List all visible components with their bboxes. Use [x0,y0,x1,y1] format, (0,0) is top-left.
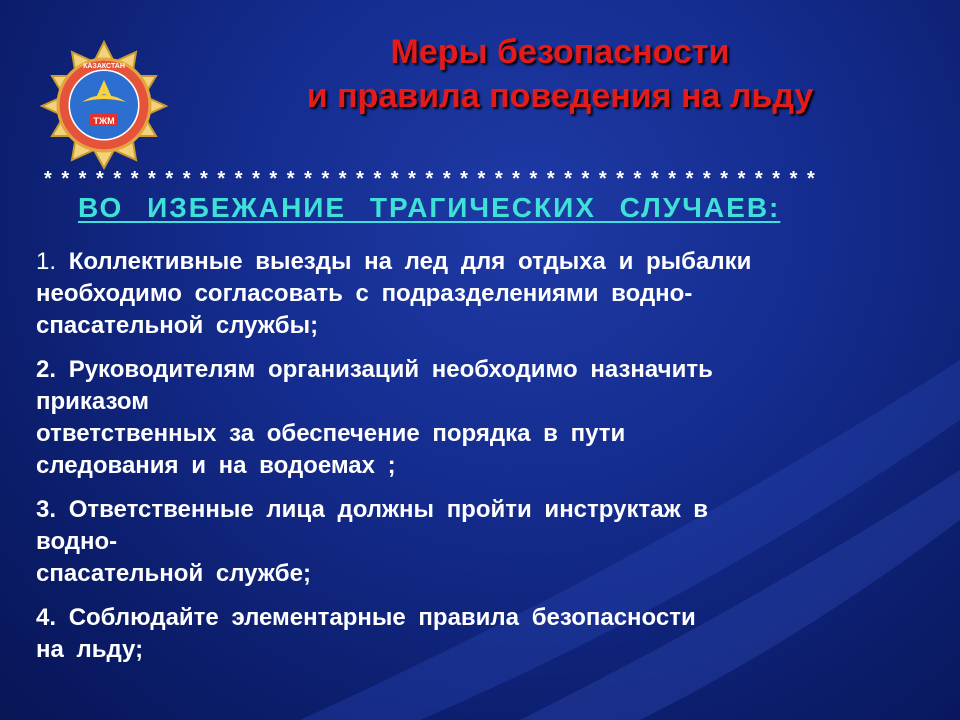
rule-item-2 [36,354,916,482]
rule-line: Коллективные выезды на лед для отдыха и рыбалки [68,248,752,275]
logo-text-top: КАЗАКСТАН [83,63,125,70]
slide-subtitle: ВО ИЗБЕЖАНИЕ ТРАГИЧЕСКИХ СЛУЧАЕВ: [78,192,781,223]
star-divider: * * * * * * * * * * * * * * * * * * * * * * * * * * * * * * * * * * * * * * * * * * * * * [44,168,817,190]
rule-line: Ответственные лица должны пройти инструктаж в [68,496,709,523]
slide-title [210,30,910,118]
rules-list [36,246,916,678]
rule-line: необходимо согласовать с подразделениями водно- [36,280,693,307]
rule-line: следования и на водоемах ; [36,452,396,479]
rule-item-4 [36,602,916,666]
rule-line: спасательной службе; [36,560,311,587]
rule-number: 1. [36,248,57,275]
rule-item-3 [36,494,916,590]
rule-number: 3. [36,496,57,523]
rule-line: водно- [36,528,118,555]
rule-line: Руководителям организаций необходимо назначить [68,356,713,383]
rule-line: ответственных за обеспечение порядка в пути [36,420,626,447]
rule-number: 4. [36,604,57,631]
rule-number: 2. [36,356,57,383]
ministry-logo [20,40,188,170]
rule-line: на льду; [36,636,144,663]
rule-line: приказом [36,388,149,415]
rule-line: Соблюдайте элементарные правила безопасности [68,604,696,631]
rule-item-1 [36,246,916,342]
title-line-2: и правила поведения на льду [306,77,814,115]
logo-emblem-text: ТЖМ [93,116,115,126]
rule-line: спасательной службы; [36,312,319,339]
title-line-1: Меры безопасности [390,33,730,71]
